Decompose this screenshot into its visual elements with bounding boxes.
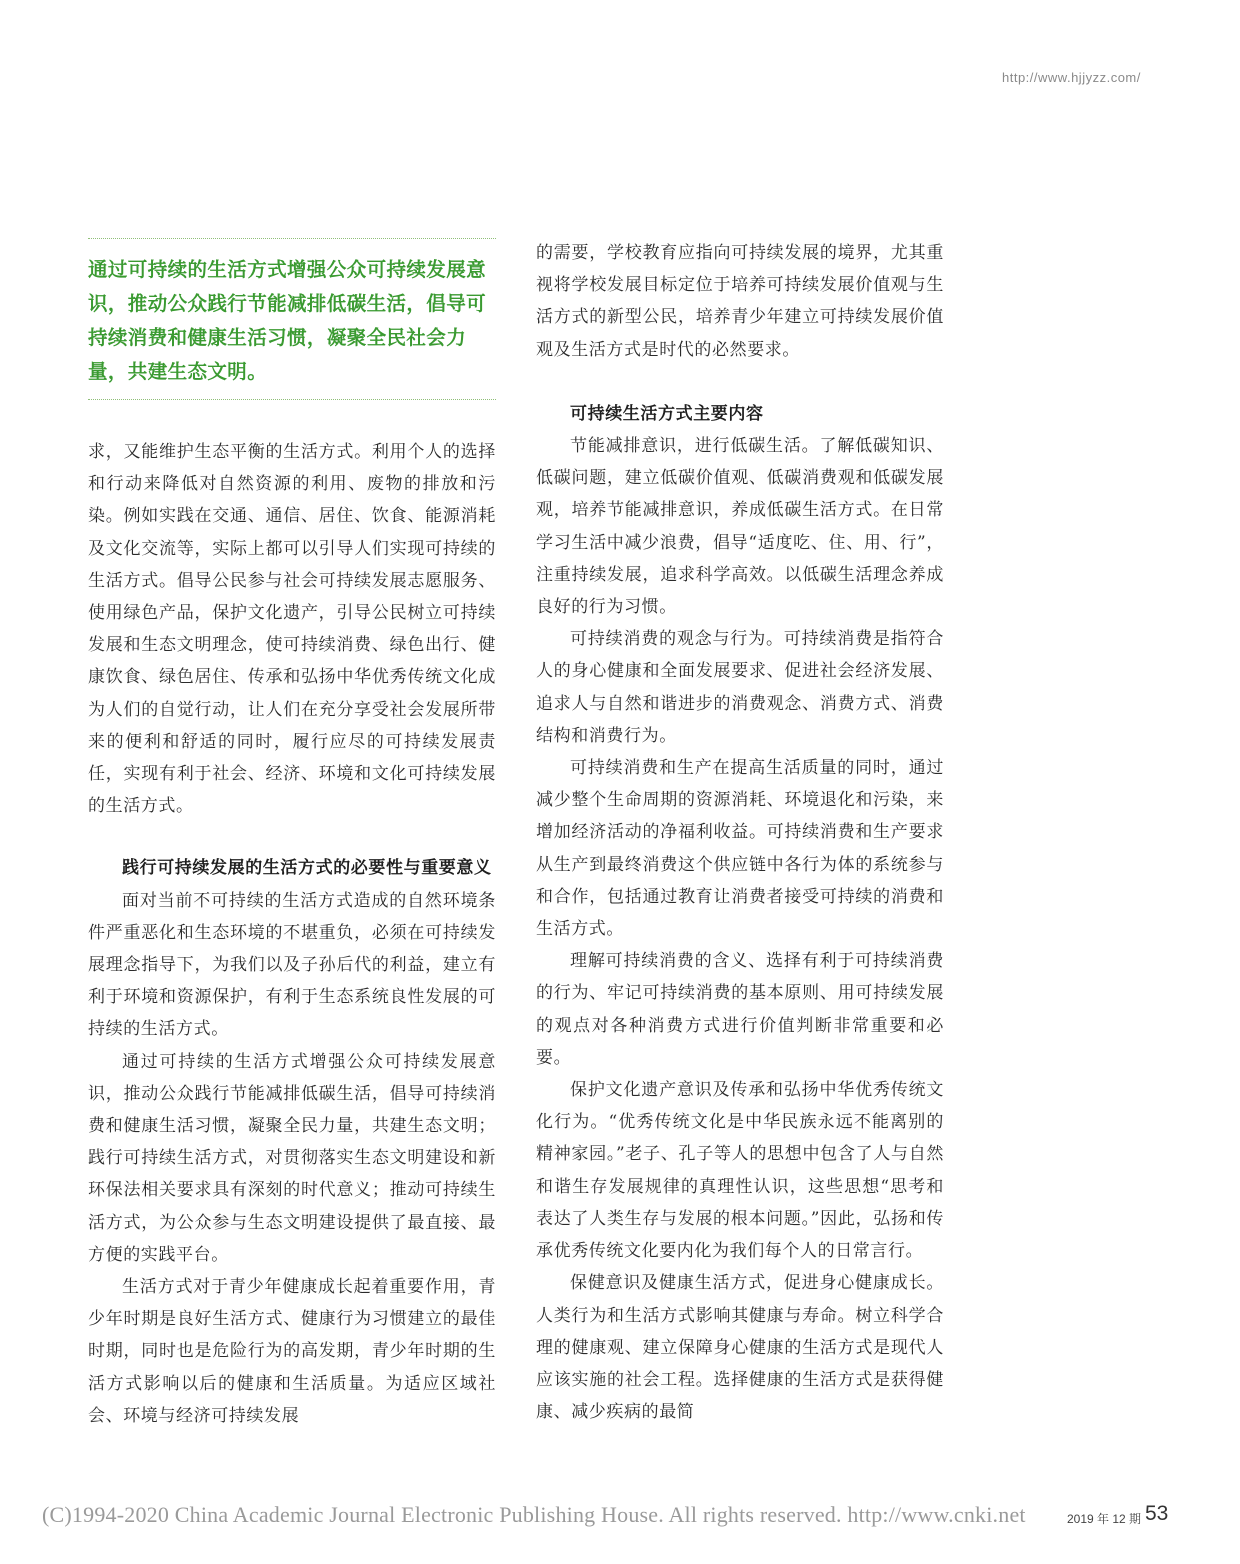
right-paragraph: 保健意识及健康生活方式，促进身心健康成长。人类行为和生活方式影响其健康与寿命。树立科学合理的健康观、建立保障身心健康的生活方式是现代人应该实施的社会工程。选择健康的生活方式是获得健康、减少疾病的最简: [536, 1273, 944, 1423]
right-column: [536, 237, 944, 1428]
right-paragraph-continued: 的需要，学校教育应指向可持续发展的境界，尤其重视将学校发展目标定位于培养可持续发展价值观与生活方式的新型公民，培养青少年建立可持续发展价值观及生活方式是时代的必然要求。: [536, 243, 944, 360]
left-column: [88, 238, 496, 1432]
left-paragraph: 面对当前不可持续的生活方式造成的自然环境条件严重恶化和生态环境的不堪重负，必须在可持续发展理念指导下，为我们以及子孙后代的利益，建立有利于环境和资源保护，有利于生态系统良性发展的可持续的生活方式。: [88, 890, 496, 1040]
left-paragraph: 生活方式对于青少年健康成长起着重要作用，青少年时期是良好生活方式、健康行为习惯建立的最佳时期，同时也是危险行为的高发期，青少年时期的生活方式影响以后的健康和生活质量。为适应区域社会、环境与经济可持续发展: [88, 1277, 496, 1426]
right-paragraph: 可持续消费的观念与行为。可持续消费是指符合人的身心健康和全面发展要求、促进社会经济发展、追求人与自然和谐进步的消费观念、消费方式、消费结构和消费行为。: [536, 629, 944, 746]
issue-label: 2019 年 12 期: [1067, 1512, 1142, 1526]
left-body: [88, 436, 496, 1432]
right-paragraph: 理解可持续消费的含义、选择有利于可持续消费的行为、牢记可持续消费的基本原则、用可持续发展的观点对各种消费方式进行价值判断非常重要和必要。: [536, 951, 944, 1068]
right-body: [536, 237, 944, 1428]
section-heading-necessity: 践行可持续发展的生活方式的必要性与重要意义: [122, 858, 492, 879]
pull-quote: 通过可持续的生活方式增强公众可持续发展意识，推动公众践行节能减排低碳生活，倡导可持续消费和健康生活习惯，凝聚全民社会力量，共建生态文明。: [88, 238, 496, 400]
section-heading-main-content: 可持续生活方式主要内容: [570, 403, 764, 424]
left-paragraph-continued: 求，又能维护生态平衡的生活方式。利用个人的选择和行动来降低对自然资源的利用、废物的排放和污染。例如实践在交通、通信、居住、饮食、能源消耗及文化交流等，实际上都可以引导人们实现可持续的生活方式。倡导公民参与社会可持续发展志愿服务、使用绿色产品，保护文化遗产，引导公民树立可持续发展和生态文明理念，使可持续消费、绿色出行、健康饮食、绿色居住、传承和弘扬中华优秀传统文化成为人们的自觉行动，让人们在充分享受社会发展所带来的便利和舒适的同时，履行应尽的可持续发展责任，实现有利于社会、经济、环境和文化可持续发展的生活方式。: [88, 442, 496, 817]
right-paragraph: 可持续消费和生产在提高生活质量的同时，通过减少整个生命周期的资源消耗、环境退化和污染，来增加经济活动的净福利收益。可持续消费和生产要求从生产到最终消费这个供应链中各行为体的系统参与和合作，包括通过教育让消费者接受可持续的消费和生活方式。: [536, 758, 944, 940]
page-number: 53: [1145, 1502, 1169, 1525]
header-url: http://www.hjjyzz.com/: [1002, 70, 1141, 85]
right-paragraph: 保护文化遗产意识及传承和弘扬中华优秀传统文化行为。“优秀传统文化是中华民族永远不能离别的精神家园。”老子、孔子等人的思想中包含了人与自然和谐生存发展规律的真理性认识，这些思想“思考和表达了人类生存与发展的根本问题。”因此，弘扬和传承优秀传统文化要内化为我们每个人的日常言行。: [536, 1080, 944, 1262]
right-paragraph: 节能减排意识，进行低碳生活。了解低碳知识、低碳问题，建立低碳价值观、低碳消费观和低碳发展观，培养节能减排意识，养成低碳生活方式。在日常学习生活中减少浪费，倡导“适度吃、住、用、行”，注重持续发展，追求科学高效。以低碳生活理念养成良好的行为习惯。: [536, 436, 944, 618]
copyright-footer: (C)1994-2020 China Academic Journal Electronic Publishing House. All rights reserved. http://www.cnki.net: [42, 1502, 1026, 1527]
left-paragraph: 通过可持续的生活方式增强公众可持续发展意识，推动公众践行节能减排低碳生活，倡导可持续消费和健康生活习惯，凝聚全民力量，共建生态文明；践行可持续生活方式，对贯彻落实生态文明建设和新环保法相关要求具有深刻的时代意义；推动可持续生活方式，为公众参与生态文明建设提供了最直接、最方便的实践平台。: [88, 1051, 496, 1265]
